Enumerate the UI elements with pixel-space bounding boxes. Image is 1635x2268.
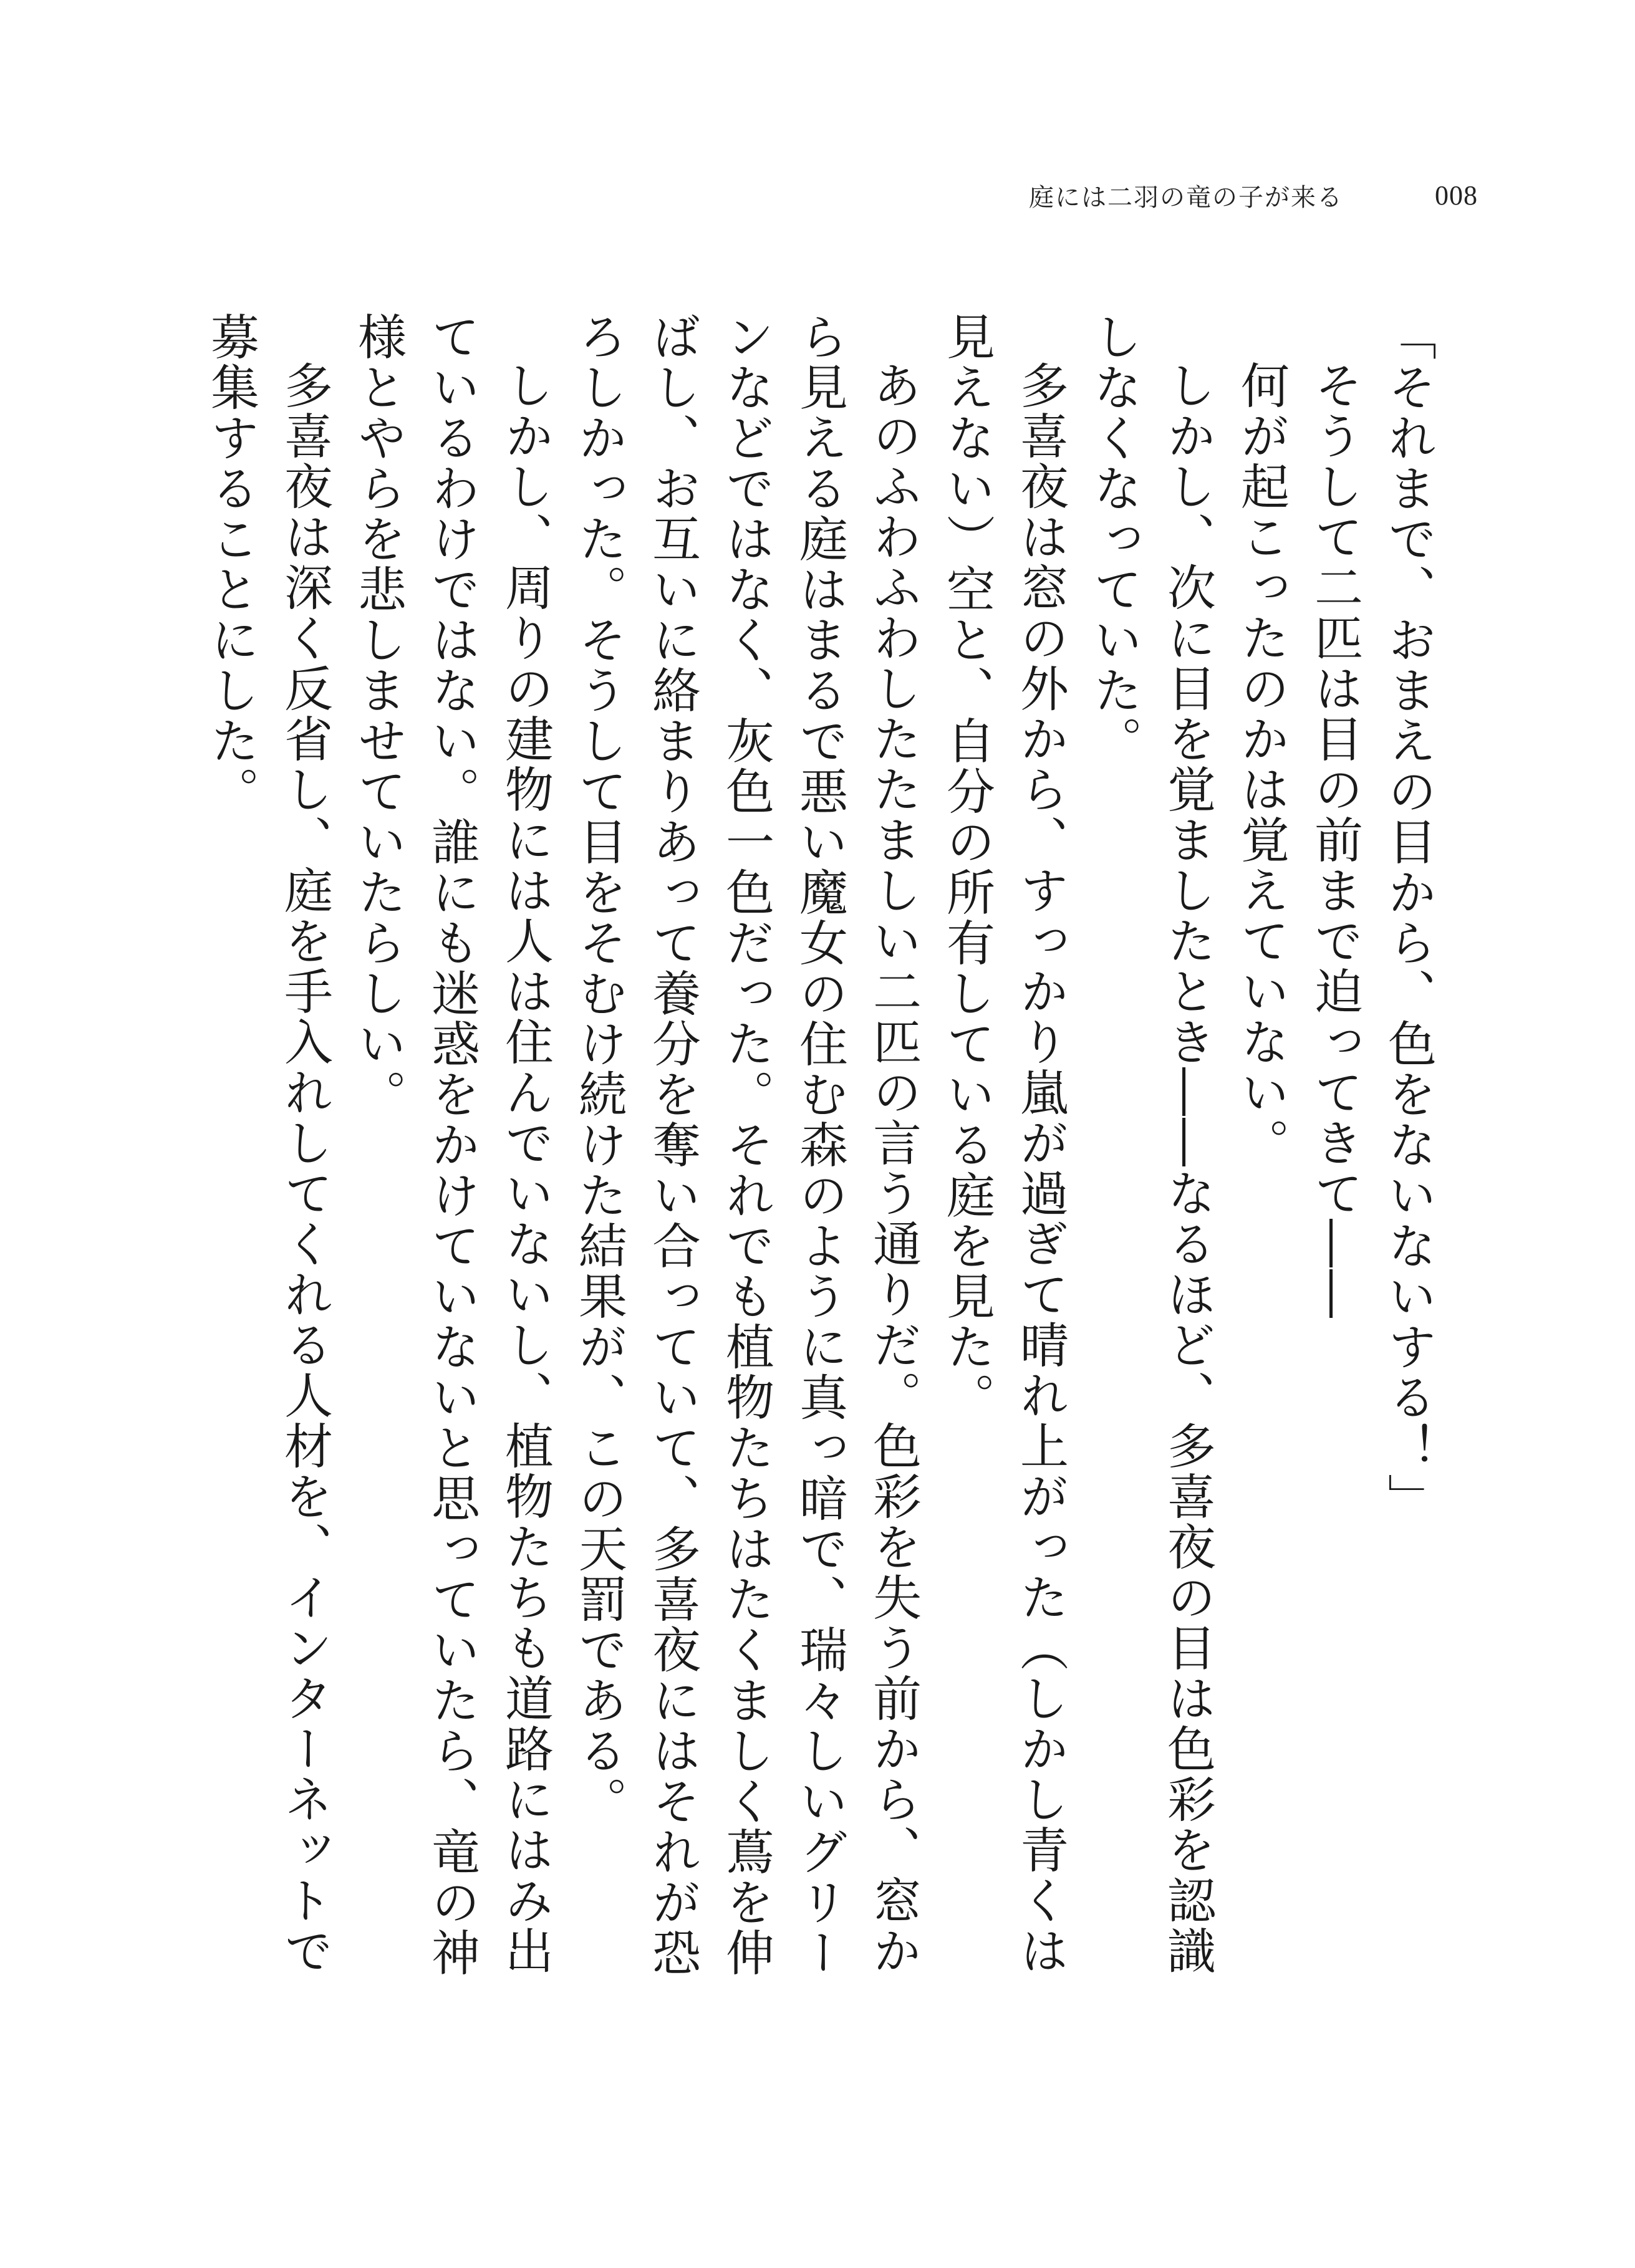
paragraph: あのふわふわしたたましい二匹の言う通りだ。色彩を失う前から、窓から見える庭はまるで悪い魔女の住む森のように真っ暗で、瑞々しいグリーンなどではなく、灰色一色だった。それでも植物たちはたくましく蔦を伸ばし、お互いに絡まりあって養分を奪い合っていて、多喜夜にはそれが恐ろしかった。そうして目をそむけ続けた結果が、この天罰である。 bbox=[571, 312, 921, 1978]
paragraph: 「それまで、おまえの目から、色をないないする！」 bbox=[1380, 312, 1436, 1524]
page-number: 008 bbox=[1435, 180, 1478, 211]
paragraph: 何が起こったのかは覚えていない。 bbox=[1233, 360, 1289, 1168]
paragraph: そうして二匹は目の前まで迫ってきて―― bbox=[1306, 360, 1362, 1320]
paragraph: しかし、次に目を覚ましたとき――なるほど、多喜夜の目は色彩を認識しなくなっていた。 bbox=[1086, 312, 1215, 1976]
book-title: 庭には二羽の竜の子が来る bbox=[1029, 183, 1343, 212]
paragraph: 多喜夜は深く反省し、庭を手入れしてくれる人材を、インターネットで募集することにした。 bbox=[203, 312, 332, 1976]
paragraph: しかし、周りの建物には人は住んでいないし、植物たちも道路にはみ出ているわけではない。誰にも迷惑をかけていないと思っていたら、竜の神様とやらを悲しませていたらしい。 bbox=[350, 312, 553, 1978]
vertical-body-text bbox=[194, 312, 1445, 2007]
running-header bbox=[1029, 173, 1478, 217]
paragraph: 多喜夜は窓の外から、すっかり嵐が過ぎて晴れ上がった（しかし青くは見えない）空と、自分の所有している庭を見た。 bbox=[938, 312, 1068, 1976]
